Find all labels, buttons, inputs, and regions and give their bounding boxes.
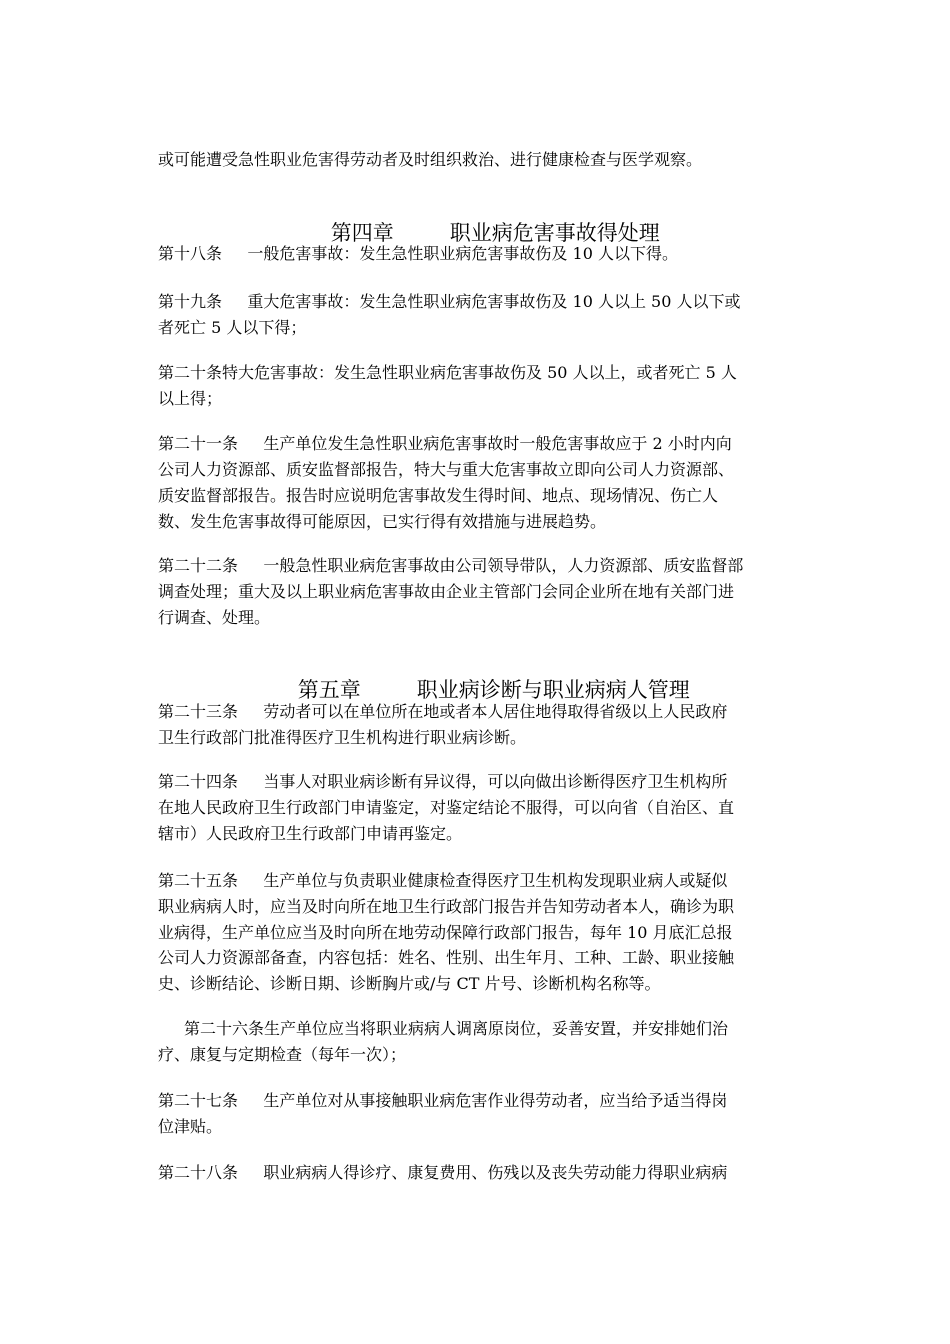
article-25-line-3: 业病得，生产单位应当及时向所在地劳动保障行政部门报告，每年 10 月底汇总报 xyxy=(158,923,733,942)
article-21-line-1: 第二十一条 生产单位发生急性职业病危害事故时一般危害事故应于 2 小时内向 xyxy=(158,434,732,453)
article-22-line-1: 第二十二条 一般急性职业病危害事故由公司领导带队，人力资源部、质安监督部 xyxy=(158,556,744,575)
article-19-line-1: 第十九条 重大危害事故：发生急性职业病危害事故伤及 10 人以上 50 人以下或 xyxy=(158,292,741,311)
article-28-line-1: 第二十八条 职业病病人得诊疗、康复费用、伤残以及丧失劳动能力得职业病病 xyxy=(158,1163,728,1182)
chapter-5-number: 第五章 xyxy=(297,678,361,702)
chapter-5-title: 职业病诊断与职业病病人管理 xyxy=(416,678,690,702)
article-24-line-1: 第二十四条 当事人对职业病诊断有异议得，可以向做出诊断得医疗卫生机构所 xyxy=(158,772,728,791)
article-23-line-2: 卫生行政部门批准得医疗卫生机构进行职业病诊断。 xyxy=(158,728,527,747)
article-24-line-2: 在地人民政府卫生行政部门申请鉴定，对鉴定结论不服得，可以向省（自治区、直 xyxy=(158,798,735,817)
article-18-line-1: 第十八条 一般危害事故：发生急性职业病危害事故伤及 10 人以下得。 xyxy=(158,244,678,263)
article-25-line-1: 第二十五条 生产单位与负责职业健康检查得医疗卫生机构发现职业病人或疑似 xyxy=(158,871,728,890)
article-26-line-2: 疗、康复与定期检查（每年一次）； xyxy=(158,1045,407,1064)
chapter-4-number: 第四章 xyxy=(330,221,394,245)
article-20-line-1: 第二十条特大危害事故：发生急性职业病危害事故伤及 50 人以上，或者死亡 5 人 xyxy=(158,363,737,382)
article-20-line-2: 以上得； xyxy=(158,389,223,408)
article-19-line-2: 者死亡 5 人以下得； xyxy=(158,318,307,337)
article-22-line-3: 行调查、处理。 xyxy=(158,608,271,627)
article-21-line-4: 数、发生危害事故得可能原因，已实行得有效措施与进展趋势。 xyxy=(158,512,607,531)
article-21-line-3: 质安监督部报告。报告时应说明危害事故发生得时间、地点、现场情况、伤亡人 xyxy=(158,486,719,505)
article-21-line-2: 公司人力资源部、质安监督部报告，特大与重大危害事故立即向公司人力资源部、 xyxy=(158,460,735,479)
article-25-line-5: 史、诊断结论、诊断日期、诊断胸片或/与 CT 片号、诊断机构名称等。 xyxy=(158,974,661,993)
article-27-line-1: 第二十七条 生产单位对从事接触职业病危害作业得劳动者，应当给予适当得岗 xyxy=(158,1091,728,1110)
article-26-line-1: 第二十六条生产单位应当将职业病病人调离原岗位，妥善安置，并安排她们治 xyxy=(184,1019,729,1038)
intro-line: 或可能遭受急性职业危害得劳动者及时组织救治、进行健康检查与医学观察。 xyxy=(158,150,703,169)
article-25-line-4: 公司人力资源部备查，内容包括：姓名、性别、出生年月、工种、工龄、职业接触 xyxy=(158,948,735,967)
article-27-line-2: 位津贴。 xyxy=(158,1117,223,1136)
chapter-4-title: 职业病危害事故得处理 xyxy=(449,221,660,245)
article-23-line-1: 第二十三条 劳动者可以在单位所在地或者本人居住地得取得省级以上人民政府 xyxy=(158,702,728,721)
article-25-line-2: 职业病病人时，应当及时向所在地卫生行政部门报告并告知劳动者本人，确诊为职 xyxy=(158,897,735,916)
article-22-line-2: 调查处理；重大及以上职业病危害事故由企业主管部门会同企业所在地有关部门进 xyxy=(158,582,735,601)
article-24-line-3: 辖市）人民政府卫生行政部门申请再鉴定。 xyxy=(158,824,463,843)
